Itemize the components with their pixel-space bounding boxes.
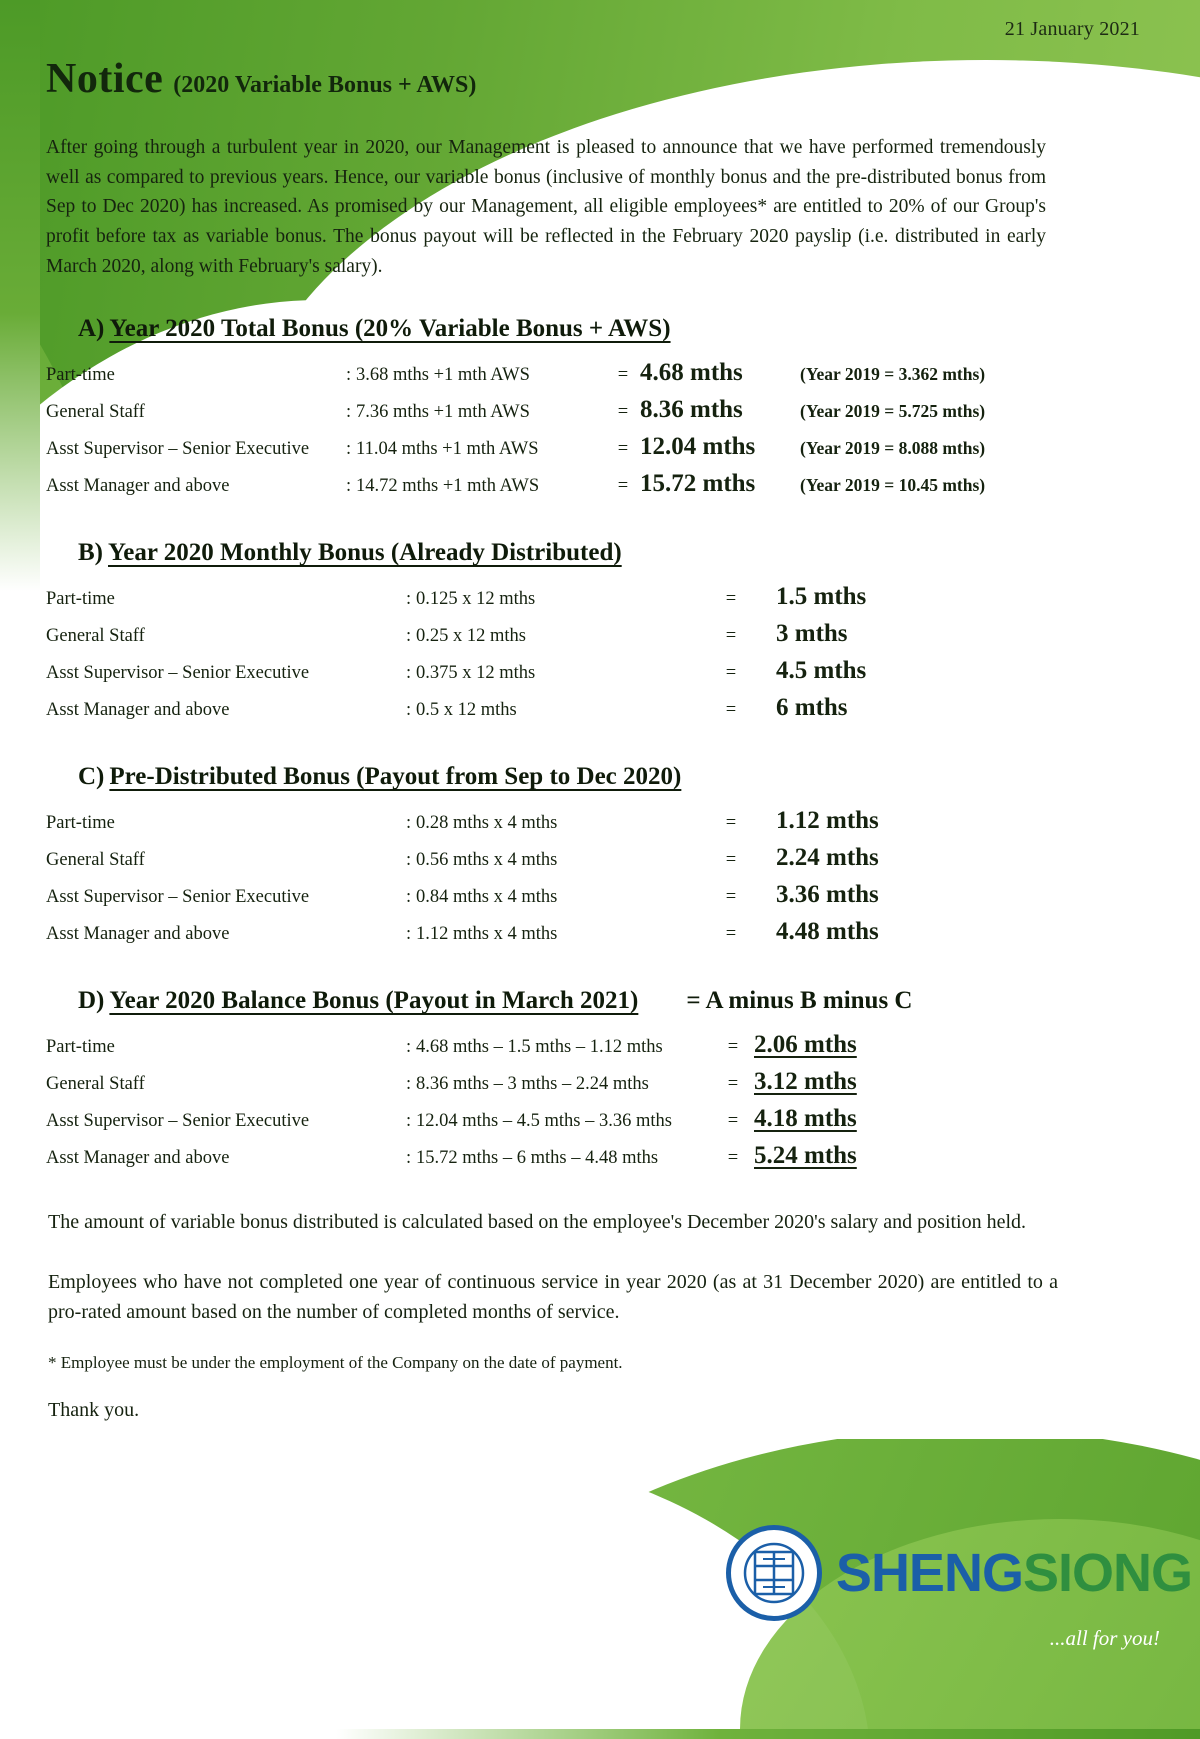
document-date: 21 January 2021	[1004, 18, 1140, 40]
row-result: 12.04 mths	[640, 433, 756, 461]
row-equals: =	[617, 439, 629, 460]
row-colon: :	[406, 1111, 412, 1132]
row-equals: =	[725, 700, 737, 721]
table-row	[46, 655, 1056, 692]
row-equals: =	[727, 1037, 739, 1058]
row-prior-year-note: (Year 2019 = 3.362 mths)	[800, 364, 986, 385]
row-calculation: 14.72 mths +1 mth AWS	[356, 476, 540, 497]
row-colon: :	[346, 476, 352, 497]
row-role: Asst Manager and above	[46, 924, 230, 945]
section-d-formula-note: = A minus B minus C	[686, 987, 913, 1015]
row-calculation: 0.56 mths x 4 mths	[416, 850, 558, 871]
row-calculation: 4.68 mths – 1.5 mths – 1.12 mths	[416, 1037, 663, 1058]
row-equals: =	[725, 589, 737, 610]
row-result: 3.36 mths	[776, 881, 879, 909]
company-logo	[726, 1525, 1192, 1621]
row-equals: =	[725, 924, 737, 945]
row-role: Asst Supervisor – Senior Executive	[46, 887, 310, 908]
section-d-table	[46, 1029, 1056, 1177]
table-row	[46, 916, 1056, 953]
table-row	[46, 431, 1056, 468]
row-calculation: 0.125 x 12 mths	[416, 589, 536, 610]
title-main-text: Notice	[46, 56, 164, 102]
row-result: 3 mths	[776, 620, 848, 648]
row-role: Asst Supervisor – Senior Executive	[46, 663, 310, 684]
row-colon: :	[406, 589, 412, 610]
sheng-siong-emblem-icon	[726, 1525, 822, 1621]
row-equals: =	[725, 663, 737, 684]
row-role: Asst Supervisor – Senior Executive	[46, 439, 310, 460]
row-calculation: 1.12 mths x 4 mths	[416, 924, 558, 945]
row-role: Asst Supervisor – Senior Executive	[46, 1111, 310, 1132]
row-result: 2.24 mths	[776, 844, 879, 872]
row-prior-year-note: (Year 2019 = 10.45 mths)	[800, 475, 986, 496]
closing-paragraph-1: The amount of variable bonus distributed is calculated based on the employee's December 2020's salary and position held.	[48, 1211, 1027, 1234]
row-prior-year-note: (Year 2019 = 5.725 mths)	[800, 401, 986, 422]
green-bottom-strip	[0, 1729, 1200, 1739]
row-colon: :	[406, 813, 412, 834]
row-colon: :	[406, 1148, 412, 1169]
row-calculation: 0.84 mths x 4 mths	[416, 887, 558, 908]
row-result: 15.72 mths	[640, 470, 756, 498]
closing-paragraph-2: Employees who have not completed one year of continuous service in year 2020 (as at 31 December 2020) are entitled to a pro-rated amount based on the number of completed months of service.	[48, 1271, 1058, 1324]
row-colon: :	[346, 439, 352, 460]
row-equals: =	[727, 1111, 739, 1132]
row-calculation: 8.36 mths – 3 mths – 2.24 mths	[416, 1074, 649, 1095]
row-prior-year-note: (Year 2019 = 8.088 mths)	[800, 438, 986, 459]
section-b-title: Year 2020 Monthly Bonus (Already Distributed)	[108, 539, 622, 567]
row-calculation: 0.25 x 12 mths	[416, 626, 526, 647]
document-title	[46, 55, 1154, 103]
row-role: General Staff	[46, 1074, 145, 1095]
section-b-table	[46, 581, 1056, 729]
logo-word-sheng: SHENG	[835, 1543, 1023, 1603]
row-role: General Staff	[46, 626, 145, 647]
row-role: Part-time	[46, 589, 115, 610]
row-calculation: 0.375 x 12 mths	[416, 663, 536, 684]
thank-you-text: Thank you.	[48, 1399, 140, 1422]
table-row	[46, 581, 1056, 618]
row-equals: =	[725, 813, 737, 834]
row-equals: =	[617, 476, 629, 497]
row-colon: :	[406, 663, 412, 684]
row-calculation: 0.28 mths x 4 mths	[416, 813, 558, 834]
section-c-heading	[78, 763, 1154, 791]
row-result-value: 3.12 mths	[754, 1068, 857, 1096]
row-equals: =	[617, 402, 629, 423]
section-c-title: Pre-Distributed Bonus (Payout from Sep to Dec 2020)	[109, 763, 682, 791]
row-calculation: 12.04 mths – 4.5 mths – 3.36 mths	[416, 1111, 672, 1132]
section-d-title: Year 2020 Balance Bonus (Payout in March 2021)	[109, 987, 639, 1015]
row-result	[750, 1066, 1056, 1103]
row-calculation: 7.36 mths +1 mth AWS	[356, 402, 530, 423]
section-d-heading	[78, 987, 1154, 1015]
row-equals: =	[727, 1148, 739, 1169]
section-a-heading	[78, 315, 1154, 343]
row-colon: :	[346, 365, 352, 386]
section-a-letter: A)	[78, 315, 105, 343]
row-result: 8.36 mths	[640, 396, 743, 424]
row-calculation: 0.5 x 12 mths	[416, 700, 517, 721]
row-colon: :	[406, 700, 412, 721]
row-result: 1.12 mths	[776, 807, 879, 835]
row-equals: =	[727, 1074, 739, 1095]
row-equals: =	[725, 626, 737, 647]
section-b-letter: B)	[78, 539, 103, 567]
row-role: General Staff	[46, 402, 145, 423]
section-b-heading	[78, 539, 1154, 567]
row-colon: :	[406, 626, 412, 647]
table-row	[46, 1140, 1056, 1177]
section-a-table	[46, 357, 1056, 505]
footnote-text: * Employee must be under the employment of the Company on the date of payment.	[48, 1353, 623, 1373]
section-d-letter: D)	[78, 987, 105, 1015]
section-c-letter: C)	[78, 763, 105, 791]
section-c-table	[46, 805, 1056, 953]
table-row	[46, 618, 1056, 655]
row-result: 4.5 mths	[776, 657, 867, 685]
row-result: 6 mths	[776, 694, 848, 722]
row-result-value: 5.24 mths	[754, 1142, 857, 1170]
table-row	[46, 805, 1056, 842]
logo-wordmark	[835, 1543, 1192, 1603]
row-calculation: 3.68 mths +1 mth AWS	[356, 365, 530, 386]
table-row	[46, 692, 1056, 729]
row-role: Asst Manager and above	[46, 476, 230, 497]
row-colon: :	[406, 1074, 412, 1095]
row-colon: :	[406, 1037, 412, 1058]
logo-word-siong: SIONG	[1022, 1543, 1192, 1603]
row-result-value: 2.06 mths	[754, 1031, 857, 1059]
row-role: General Staff	[46, 850, 145, 871]
row-role: Part-time	[46, 365, 115, 386]
row-calculation: 11.04 mths +1 mth AWS	[356, 439, 539, 460]
section-a-title: Year 2020 Total Bonus (20% Variable Bonus + AWS)	[109, 315, 671, 343]
row-role: Part-time	[46, 1037, 115, 1058]
row-result: 1.5 mths	[776, 583, 867, 611]
table-row	[46, 879, 1056, 916]
row-colon: :	[406, 887, 412, 908]
row-colon: :	[406, 924, 412, 945]
title-subtitle-text: (2020 Variable Bonus + AWS)	[173, 72, 477, 98]
row-equals: =	[617, 365, 629, 386]
table-row	[46, 1029, 1056, 1066]
table-row	[46, 842, 1056, 879]
row-result: 4.68 mths	[640, 359, 743, 387]
row-equals: =	[725, 887, 737, 908]
row-result	[750, 1029, 1056, 1066]
logo-tagline: ...all for you!	[1049, 1626, 1160, 1650]
table-row	[46, 1066, 1056, 1103]
row-result-value: 4.18 mths	[754, 1105, 857, 1133]
row-role: Part-time	[46, 813, 115, 834]
row-calculation: 15.72 mths – 6 mths – 4.48 mths	[416, 1148, 659, 1169]
row-role: Asst Manager and above	[46, 700, 230, 721]
row-colon: :	[346, 402, 352, 423]
table-row	[46, 468, 1056, 505]
row-colon: :	[406, 850, 412, 871]
table-row	[46, 1103, 1056, 1140]
table-row	[46, 394, 1056, 431]
row-result: 4.48 mths	[776, 918, 879, 946]
intro-paragraph: After going through a turbulent year in 2020, our Management is pleased to announce that we have performed tremendously well as compared to previous years. Hence, our variable bonus (inclusive of monthly bonus and the pre-distributed bonus from Sep to Dec 2020) has increased. As promised by our Management, all eligible employees* are entitled to 20% of our Group's profit before tax as variable bonus. The bonus payout will be reflected in the February 2020 payslip (i.e. distributed in early March 2020, along with February's salary).	[46, 137, 1046, 277]
row-role: Asst Manager and above	[46, 1148, 230, 1169]
row-result	[750, 1103, 1056, 1140]
row-result	[750, 1140, 1056, 1177]
table-row	[46, 357, 1056, 394]
row-equals: =	[725, 850, 737, 871]
